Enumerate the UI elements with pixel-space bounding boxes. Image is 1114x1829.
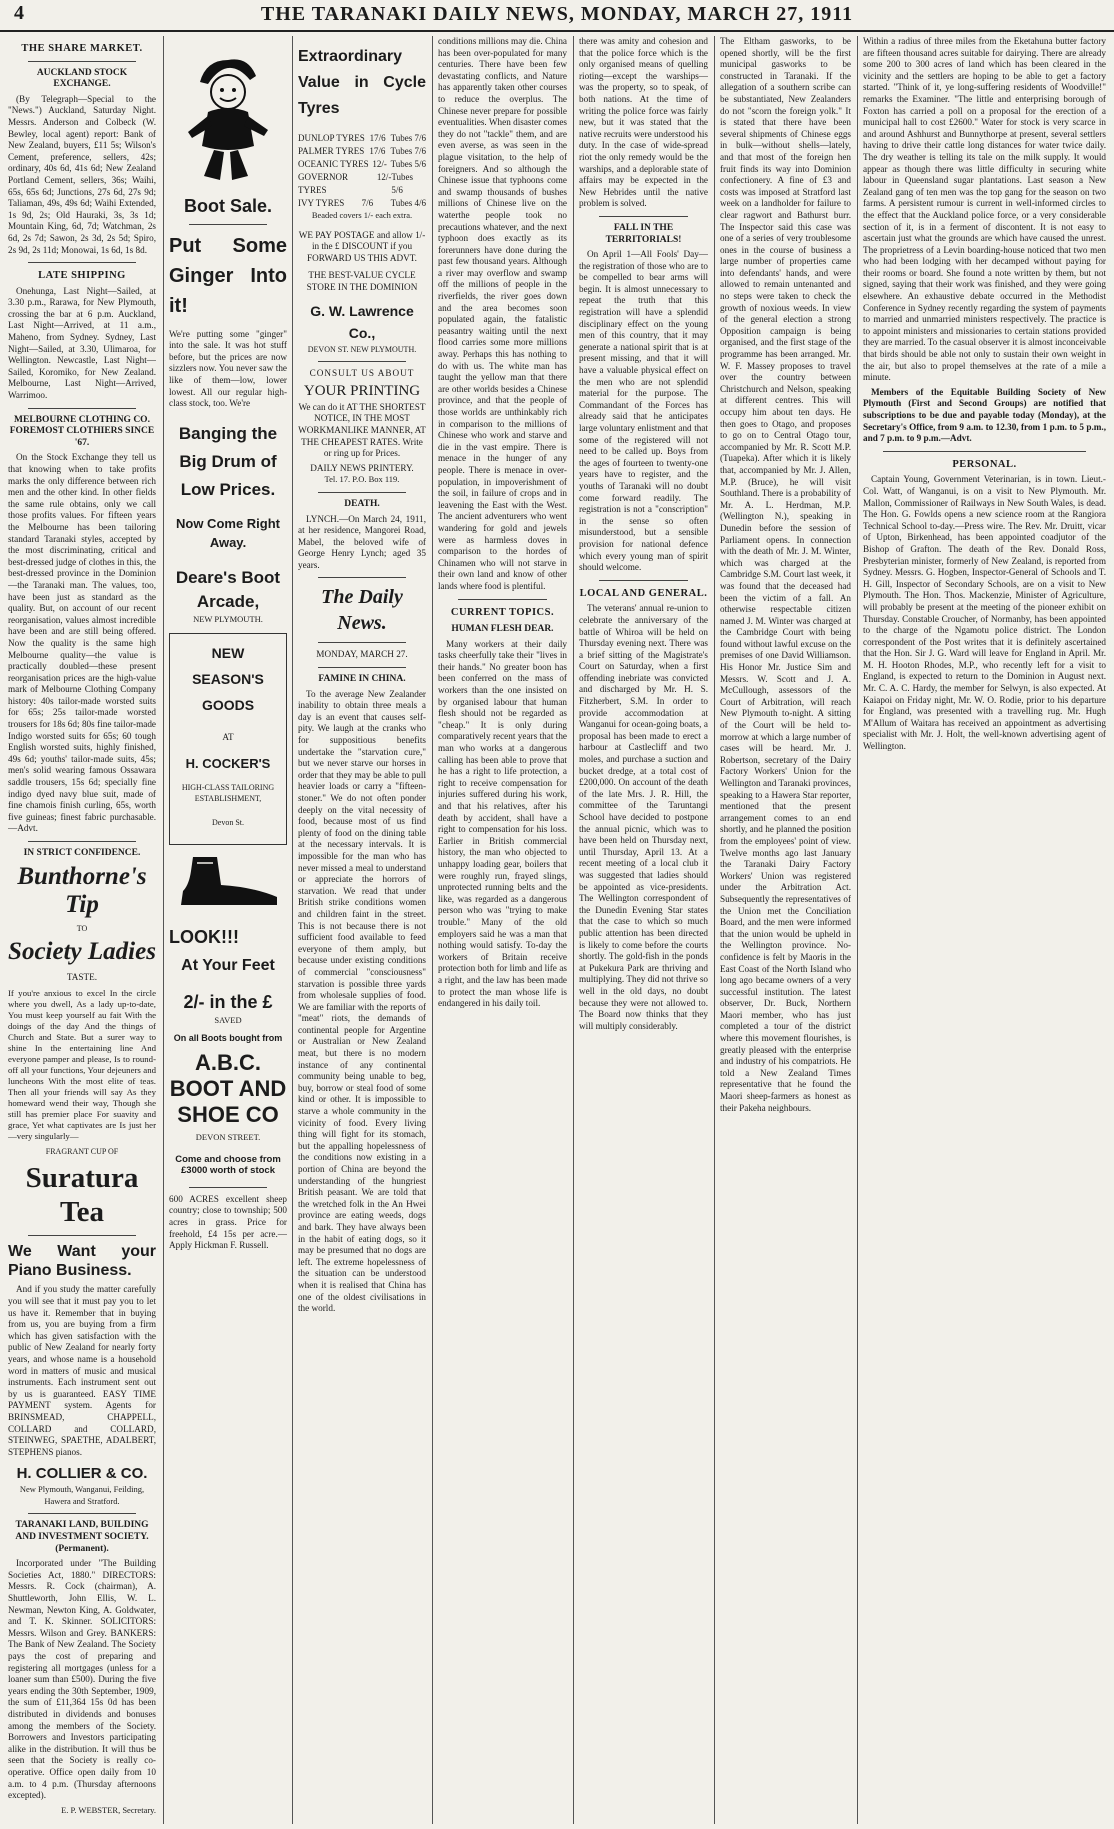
page-number: 4 [14,2,24,24]
saved-label: SAVED [214,1014,242,1025]
jester-illustration [169,46,287,190]
fragrant-cup: FRAGRANT CUP OF [45,1146,119,1156]
share-report: (By Telegraph—Special to the "News.") Auckland, Saturday Night. Messrs. Anderson and Colbeck (W. Bewley, local agent) report: Bank of New Zealand, buyers, £11 5s; Wilson's Cement, preference, sellers, 42s; ordinary, 40s 6d, 41s 6d; New Zealand Portland Cement, sellers, 36s; Waihi, 65s, 65s 6d; Junctions, 27s 6d, 27s 9d; Taliaman, 49s, 49s 6d; Waihi Extended, 1s 9d, 2s; Old Hauraki, 3s, 3s 1d; Mountain King, 6d, 7d; Watchman, 2s 6d, 2s 7d; Sawon, 2s 3d, 2s 5d; Spiro, 2s 9d, 2s 11d; Monowai, 1s 6d, 1s 8d. [8,93,156,255]
printery-name: DAILY NEWS PRINTERY. [310,462,414,473]
suratura-tea-title: Suratura Tea [25,1162,139,1229]
banging-drum: Banging the Big Drum of Low Prices. [178,423,278,499]
divider [28,61,136,62]
clothing-heading: MELBOURNE CLOTHING CO. FOREMOST CLOTHIERS SINCE '67. [9,414,155,448]
lawrence-address: DEVON ST. NEW PLYMOUTH. [307,344,417,354]
column-rule [292,36,293,1824]
cocker-name: H. COCKER'S [185,755,271,771]
lawrence-name: G. W. Lawrence Co., [310,302,414,341]
saved-amount: 2/- in the £ [183,991,273,1012]
column-6 [720,36,851,1826]
cocker-advert [169,633,287,845]
column-3 [298,36,426,1826]
column-rule [432,36,433,1824]
deare-town: NEW PLYMOUTH. [193,613,263,624]
masthead [0,0,1114,32]
collier-towns: New Plymouth, Wanganui, Feilding, Hawera and Stratford. [19,1484,145,1506]
local-general-text: The veterans' annual re-union to celebrate the anniversary of the battle of Whiroa will be held on Thursday evening next. There was a brief sitting of the Magistrate's Court on Saturday, when a first offending inebriate was convicted and discharged by Mr. H. S. Fitzherbert, S.M. In order to provide accommodation at Wanganui for ocean-going boats, a proposal has been made to erect a harbour at Castlecliff and two moles, and purchase a suction and bucket dredge, at a total cost of £200,000. On account of the death of the late Mrs. J. R. Hill, the committee of the Taruntangi School have decided to postpone the annual picnic, which was to have been held on Thursday next, until Thursday, April 13. At a recent meeting of a local club it was suggested that ladies should be appointed as vice-presidents. The Wellington correspondent of the Dunedin Evening Star states that the case to which so much public attention has been directed is likely to come before the courts shortly. The gold-fish in the ponds at Pukekura Park are thriving and multiplying. They did not thrive so well in the old days, no doubt because they were not allowed to. The Board now thinks that they will multiply considerably. [579,603,708,1031]
at-your-feet: At Your Feet [181,956,275,974]
stock-exchange-heading: AUCKLAND STOCK EXCHANGE. [36,67,128,90]
taste-label: TASTE. [66,972,98,983]
divider [318,642,406,643]
tyre-row: PALMER TYRES 17/6 Tubes 7/6 [298,146,426,156]
acres-advert: 600 ACRES excellent sheep country; close to township; 500 acres in grass. Price for freehold, £4 15s per acre.—Apply Hickman F. Russell. [169,1193,287,1251]
column-1 [8,36,156,1826]
death-notice: LYNCH.—On March 24, 1911, at her residence, Mangorei Road, Mabel, the beloved wife of George Henry Lynch; aged 35 years. [298,513,426,570]
divider [318,667,406,668]
confidence-heading: IN STRICT CONFIDENCE. [23,848,141,858]
bunthorne-to: TO [76,923,88,933]
newspaper-nameplate: The Daily News. [321,586,403,635]
tyre-row: OCEANIC TYRES 12/- Tubes 5/6 [298,159,426,169]
postage-note: WE PAY POSTAGE and allow 1/- in the £ DISCOUNT if you FORWARD US THIS ADVT. [298,229,426,263]
human-flesh-heading: HUMAN FLESH DEAR. [451,624,554,635]
now-come: Now Come Right Away. [176,515,280,550]
divider [189,224,267,225]
divider [458,599,547,600]
divider [28,408,136,409]
piano-heading: We Want your Piano Business. [8,1243,156,1280]
boot-illustration [169,851,287,915]
ginger-heading: Put Some Ginger Into it! [169,234,287,317]
choose-stock: Come and choose from £3000 worth of stock [175,1153,281,1177]
divider [883,451,1086,452]
abc-street: DEVON STREET. [195,1132,261,1143]
society-ladies-title: Society Ladies [8,938,156,966]
death-heading: DEATH. [344,498,380,509]
local-general-heading: LOCAL AND GENERAL. [579,587,708,599]
divider [189,1187,267,1188]
personal-items: Captain Young, Government Veterinarian, is in town. Lieut.-Col. Watt, of Wanganui, is on a visit to New Plymouth. Mr. Mallon, Commissioner of Railways in New South Wales, is dead. The Hon. G. Fowlds opens a new science room at the Rangiora Technical School to-day.—Press wire. The Rev. Mr. Druitt, vicar of Upton, Birkenhead, has been appointed coadjutor of the Bishop of Grafton. The death of the Rev. Donald Ross, Presbyterian minister, formerly of New Zealand, is reported from Sydney. Messrs. G. Hogben, Inspector-General of Schools and T. H. Gill, Inspector of Secondary Schools, are on a visit to New Plymouth. The Hon. Thos. Mackenzie, Minister of Agriculture, will probably be present at the meeting of the pioneer exhibit on Thursday. Constable Croucher, of Normanby, has been appointed to the charge of the Ngamotu police district. The London correspondent of the Post writes that it is definitely ascertained that the Hon. Sir J. G. Ward will leave for England in April. Mr. M. H. Hooton Rhodes, M.P., who recently left for a visit to England, is expected to return to the Dominion in August next. Mr. C. A. C. Hardy, the member for Selwyn, is also expected. At Kaiapoi on Friday night, Mr. W. O. Rodie, prior to his departure for England, was presented with a travelling rug. Mr. Hugh M'Allum of Waitara has received an appointment as advertising specialist with Mr. J. Holt, the well-known advertising agent of Wellington. [863,474,1106,752]
divider [318,492,406,493]
column-5 [579,36,708,1826]
divider [28,262,136,263]
personal-heading: PERSONAL. [952,458,1017,470]
divider [28,841,136,842]
famine-article: To the average New Zealander inability to obtain three meals a day is an event that causes self-pity. We laugh at the cranks who for suppositious benefits undertake the "starvation cure," but we never starve our horses in order that they may be able to pull heavier loads or carry a "fifteen-stoner." We do not often ponder deeply on the vital necessity of food, because most of us find plenty of food on the dining table at the necessary intervals. It is impossible for the man who has never missed a meal to understand or appreciate the horrors of starvation. We read that under British strike conditions women and children faint in the street. This is not because there is not sufficient food available to feed everyone of them amply, but because under existing conditions of commercial "consciousness" starvation is possible three yards from wholesale supplies of food. We are familiar with the reports of "meat" riots, the demands of continental people for Argentine or Australian or New Zealand meat, but there is no modern instance of any continental community being unable to beg, buy, borrow or steal food of some kind or other. It is impossible to starve a whole community in the vicinity of food. Every living thing will fight for its stomach, but the appalling hopelessness of the conditions now existing in a portion of China are beyond the understanding of the hungriest British peasant. We are told that the wretched folk in the An Hwei province are eating weeds, dogs and bark. They have always been in the habit of eating dogs, so it may be presumed that no dogs are left. The extreme hopelessness of the situation can be understood when it is realised that China has one of the oldest civilisations in the world. [298,688,426,1314]
column-7 [863,36,1106,1826]
territorials-article: On April 1—All Fools' Day—the registration of those who are to be compelled to bear arms will begin. It is almost unnecessary to repeat the truth that this registration will have a splendid disciplinary effect on the young men of this country, that it may generate a national spirit that is at present missing, and that it will have a valuable physical effect on the men who are not splendid material for the purpose. The Commandant of the Forces has already said that he anticipates large voluntary enlistment and that some of the registered will not need to be called up. Boys from the ages of fourteen to twenty-one years have to register, and the youths of Taranaki will no doubt come forward readily. The registration is not a "conscription" in the sense so often misunderstood, but a sensible provision for national defence which every young man of spirit should welcome. [579,249,708,573]
tea-poem: If you're anxious to excel In the circle where you dwell, As a lady up-to-date, You must keep yourself au fait With the doings of the day And the things of Church and State. But a surer way to shine In the entertaining line And everyone pamper and please, Is to round-off all your functions, Your dejeuners and luncheons With the most elite of teas. Then all your friends will say As they homeward wend their way, Though she still has premier place For suavity and grace, Yet what captivates are Is just her—very singularly— [8,987,156,1141]
current-topics-heading: CURRENT TOPICS. [450,606,555,618]
famine-continued: conditions millions may die. China has been over-populated for many centuries. There have been few devastating conflicts, and Nature has apparently taken other courses to reduce the overplus. The Chinese never prepare for possible eventualities. When disaster comes they do not "tackle" them, and are even averse, as was seen in the plague visitation, to the help of foreigners. And so although the Chinese issue that typhoons come and swamp thousands of bushes millions of Chinese live on the waterthe people took no precautions whatever, and the next typhoon does exactly as its forerunners have done during the past few thousand years. Although a river may overflow and swamp off the millions of people in the riverfields, the river goes down and the area becomes soon populated again, the fatalistic peasantry waiting until the next flood carries some more millions away. Perhaps this has nothing to do with us. The white man has taught the yellow man that there are other worlds besides a Chinese province, and that the people of those worlds are unthinkably rich in comparison to the millions of Chinese who work and starve and die in the vast empire. There is menace in the hunger of any people. There is menace in over-population, in impoverishment of the soil, in failure of crops and in leavening the East with the West. The ancient adventurers who went wandering for gold and jewels were as harmless doves in comparison to the hordes of Chinamen who will not starve in their own land and know of other lands where food is plentiful. [438,36,567,591]
tailoring: HIGH-CLASS TAILORING ESTABLISHMENT, [181,782,275,804]
at-label: AT [222,732,234,743]
tyre-price-list [298,132,426,210]
land-society-text: Incorporated under "The Building Societies Act, 1880." DIRECTORS: Messrs. R. Cock (chairman), A. Shuttleworth, John Ellis, W. L. Newman, Newton King, A. Goldwater, and T. K. Skinner. SOLICITORS: Messrs. Wilson and Grey. BANKERS: The Bank of New Zealand. The Society pays the cost of preparing and registering all mortgages (unless for a loaner sum than £500). During the five years ending the 30th September, 1909, the sum of £11,364 15s 0d has been distributed in dividends and bonuses among the members of the Society. Borrowers and Investors participating alike in the distribution. It will thus be seen that the Society is really co-operative. Office open daily from 10 a.m. to 4 p.m. (Thursday afternoons excepted). [8,1558,156,1801]
column-rule [714,36,715,1824]
general-news-items: Within a radius of three miles from the Eketahuna butter factory are fifteen thousand acres suitable for dairying. There are already some 200 to 300 acres of land which has been cleared in the vicinity and the settlers are hoping to be able to get a factory started. "Think of it, ye long-suffering residents of Woodville!" remarks the Examiner. "The little and enterprising borough of Foxton has carried a poll on a proposal for the erection of a municipal hall to cost £2600." Water for stock is very scarce in and around Ashhurst and Bunnythorpe at present, several settlers having to drive their cattle long distances for water twice daily. The dry weather is telling its tale on the milk supply. It would appear as though there was little difficulty in securing white labour in Queensland sugar plantations. Last season a New Zealand gang of ten men was the top gang for the season on two farms. A persistent rumour is current in well-informed circles to the effect that the Auckland police force, or a very considerable section of it, is in a ferment of discontent. It is not easy to ascertain just what the grounds are which have caused the unrest. The proprietress of a Levin boarding-house noticed that two men who had been lodging with her decamped without paying for their rooms or board. She found a note written by them, but not signed, saying that their work was finished, and they were going elsewhere. An exhaustive debate occurred in the Methodist Conference in Sydney recently regarding the system of payments to married and unmarried ministers respectively. The practice is to appoint ministers and missionaries to certain stations provided they are married. To the casual observer it is almost inconceivable that birds should be able not only to sustain their own weight in the air, but also to propel themselves at the rate of a mile a minute. [863,36,1106,383]
boot-sale-title: Boot Sale. [183,195,272,216]
masthead-title: THE TARANAKI DAILY NEWS, MONDAY, MARCH 27, 1911 [260,3,854,25]
piano-advert: And if you study the matter carefully you will see that it must pay you to let us have it. Remember that in buying from us, you are buying from a firm which has given satisfaction with the public of New Zealand for nearly forty years, and whose name is a household word in matters of music and musical instruments. Each instrument sent out by us is guaranteed. EASY TIME PAYMENT system. Agents for BRINSMEAD, CHAPPELL, COLLARD and COLLARD, STEINWEG, SPAETHE, ADALBERT, STEPHENS pianos. [8,1284,156,1457]
share-market-heading: THE SHARE MARKET. [21,43,143,54]
bunthorne-title: Bunthorne's Tip [17,862,147,918]
local-news-items: The Eltham gasworks, to be opened shortly, will be the first municipal gasworks to be constructed in Taranaki. If the allegation of a southern scribe can be substantiated, New Zealanders do not "scorn the foreign yolk." It is stated that there have been several shipments of Chinese eggs in bulk—without shells—lately, and that most of the foreign hen fruit finds its way into Dominion confectionery. A fine of £3 and costs was imposed at Stratford last week on a landholder for failure to clear ragwort and Bathurst burr. The Inspector said this case was one of a series of very troublesome ones in the course of business a large number of properties came into defendants' hands, and were allowed to remain untenanted and no steps were taken to check the growth of noxious weeds. In view of the general election a strong Opposition campaign is being organised, and the first stage of the programme has been arranged. Mr. W. F. Massey proposes to travel over the country between Christchurch and Nelson, speaking at different centres. This will occupy him about ten days. He then goes to Otago, and proposes to go on to Central Otago tour, accompanied by Mr. R. Scott M.P. (Tuapeka). After which it is likely that, accompanied by Mr. J. Allen, M.P. (Bruce), he will visit Southland. There is a probability of Mr. A. L. Herdman, M.P. (Wellington N.), speaking in Dunedin before the session of Parliament opens. In connection with the death of Mr. J. M. Winter, which was charged at the Cambridge S.M. Court last week, it was found that the deceased had been the victim of a fall. An otherwise respectable citizen named J. M. Winter was charged at the Cambridge Court with being found without lawful excuse on the premises of one David Williamson. His Honor Mr. Justice Sim and Messrs. W. Scott and J. A. McCullough, assessors of the Court of Arbitration, will reach New Plymouth to-night. A sitting of the Court will be held to-morrow at which a large number of cases will be heard. Mr. J. Robertson, secretary of the Dairy Factory Workers' Union for the Wellington and Taranaki provinces, speaking to a Hawera Star reporter, mentioned that the present arrangement comes to an end shortly, and he planned the position from the employees' point of view. Twelve months ago last January the Taranaki Dairy Factory Workers' Union was registered under the Arbitration Act. Subsequently the representatives of the Union met the Conciliation Board, and the men were informed that the union would be upheld in the Wellington province. No-confidence is felt by Maoris in the East Coast of the North Island who long ago became owners of a very successful institution. The latest observer, Dr. Buck, Northern Maori member, who has just completed a tour of the district where this movement flourishes, is greatly pleased with the enterprise and industry of his compatriots. He told a New Zealand Times representative that he found the Maori sheep-farmers as honest as their Pakeha neighbours. [720,36,851,1113]
printing-heading: YOUR PRINTING [303,382,421,399]
tyre-row: GOVERNOR TYRES 12/- Tubes 5/6 [298,172,414,195]
dateline: MONDAY, MARCH 27. [316,649,408,660]
divider [599,580,688,581]
column-rule [573,36,574,1824]
printery-tel: Tel. 17. P.O. Box 119. [324,474,400,485]
famine-heading: FAMINE IN CHINA. [318,674,406,685]
beaded-covers: Beaded covers 1/- each extra. [311,210,413,220]
on-all-boots: On all Boots bought from [173,1032,283,1043]
hebrides-continued: there was amity and cohesion and that the police force which is the only organised means of quelling rioting—except the warships—was the property, so to speak, of both nations. At the time of writing the police force was fairly new, but it was stated that the native recruits were understood his duty. In the case of wide-spread riot the only remedy would be the warships, and a deplorable state of affairs may be expected in the New Hebrides until the native problem is solved. [579,36,708,209]
shipping-heading: LATE SHIPPING [38,270,126,282]
divider [318,577,406,578]
column-4 [438,36,567,1826]
divider [28,1513,136,1514]
tyre-row: IVY TYRES 7/6 Tubes 4/6 [298,198,426,208]
look-heading: LOOK!!! [169,926,239,947]
divider [318,361,406,362]
divider [28,1235,136,1236]
clothing-advert: On the Stock Exchange they tell us that knowing when to take profits marks the only difference between rich men and the other kind. In other fields the same rule obtains, only we call those profits values. For fifteen years the Melbourne has been tailoring standard Taranaki styles, accepted by the most discriminating, critical and best-dressed judge of clothes in this, the best-dressed province in the Dominion—the Taranaki man. The values, too, have been just as standard as the quality. But, on account of our recent reorganisation, values almost incredible have been and are still being offered. Now the quality is the same high Melbourne quality—the value is practically doubled—these present reorganisation prices are the high-value mark of Melbourne Clothing Company history: 40s tailor-made worsted suits for 65s; 25s tailor-made worsted trousers for 18s 6d; 80s fine tailor-made Indigo worsted suits for 65s; 60 tough English worsted suits, highly finished, 49s 6d; youths' tailor-made suits, 45s; men's solid wearing famous Ossawara saddle trousers, 15s 6d; specially fine indigo dyed navy blue suit, made of fine chamois finish curling, 65s, worth five guineas; finest fabric purchasable.—Advt. [8,452,156,834]
season-goods: NEW SEASON'S GOODS [192,645,264,714]
land-society-heading: TARANAKI LAND, BUILDING AND INVESTMENT SOCIETY. (Permanent). [15,1520,149,1554]
printing-text: We can do it AT THE SHORTEST NOTICE, IN THE MOST WORKMANLIKE MANNER, AT THE CHEAPEST RATES. Write or ring up for Prices. [298,401,426,459]
equitable-notice: Members of the Equitable Building Society of New Plymouth (First and Second Groups) are notified that subscriptions to be due and payable today (Monday), at the Secretary's Office, from 9 a.m. to 12.30, from 1 p.m. to 5 p.m., and 7 p.m. to 9 p.m.—Advt. [863,386,1106,444]
column-rule [163,36,164,1824]
column-rule [857,36,858,1824]
secretary-signature: E. P. WEBSTER, Secretary. [61,1804,156,1815]
deare-name: Deare's Boot Arcade, [175,567,281,611]
tyre-row: DUNLOP TYRES 17/6 Tubes 7/6 [298,133,426,143]
ginger-text: We're putting some "ginger" into the sale. It was hot stuff before, but the prices are now sizzlers now. You never saw the like of them—low, lower lowest. All our regular high-class stock, too. We're [169,328,287,409]
divider [599,216,688,217]
devon-st: Devon St. [212,817,244,827]
collier-name: H. COLLIER & CO. [16,1465,148,1483]
territorials-heading: FALL IN THE TERRITORIALS! [605,222,682,245]
human-flesh-article: Many workers at their daily tasks cheerfully take their "lives in their hands." No greater boon has been conferred on the mass of workers than the one insisted on by organised labour that human flesh should not be regarded as "cheap." It is only during comparatively recent years that the man who works at a dangerous calling has been able to prove that he has a right to life protection, a right to receive compensation for injuries suffered during his work, and that his relatives, after his death by accident, shall have a right to compensation for his loss. Earlier in British commercial history, the man who objected to unhappy loading gear, boilers that were roughly run, frayed slings, unprotected running belts and the like, was regarded as a dangerous person who was "trying to make trouble." Many of the old employers said he was a man that nothing would satisfy. To-day the workers of Britain receive protection both for limb and life as a right, and the law has been made to protect the man whose life is endangered in his daily toil. [438,638,567,1009]
abc-company: A.B.C. BOOT AND SHOE CO [169,1050,287,1128]
cycle-tyres-heading: Extraordinary Value in Cycle Tyres [298,48,426,117]
shipping-report: Onehunga, Last Night—Sailed, at 3.30 p.m., Rarawa, for New Plymouth, crossing the bar at 6 p.m. Auckland, Last Night—Arrived, at 11 a.m., Maheno, from Sydney. Sydney, Last Night—Sailed, at 3.30, Ulimaroa, for Wellington. Newcastle, Last Night—Sailed, Koromiko, for New Zealand. Melbourne, Last Night—Arrived, Warrimoo. [8,285,156,401]
best-value: THE BEST-VALUE CYCLE STORE IN THE DOMINION [306,270,418,292]
column-2 [169,36,287,1826]
consult-label: CONSULT US ABOUT [309,368,415,379]
